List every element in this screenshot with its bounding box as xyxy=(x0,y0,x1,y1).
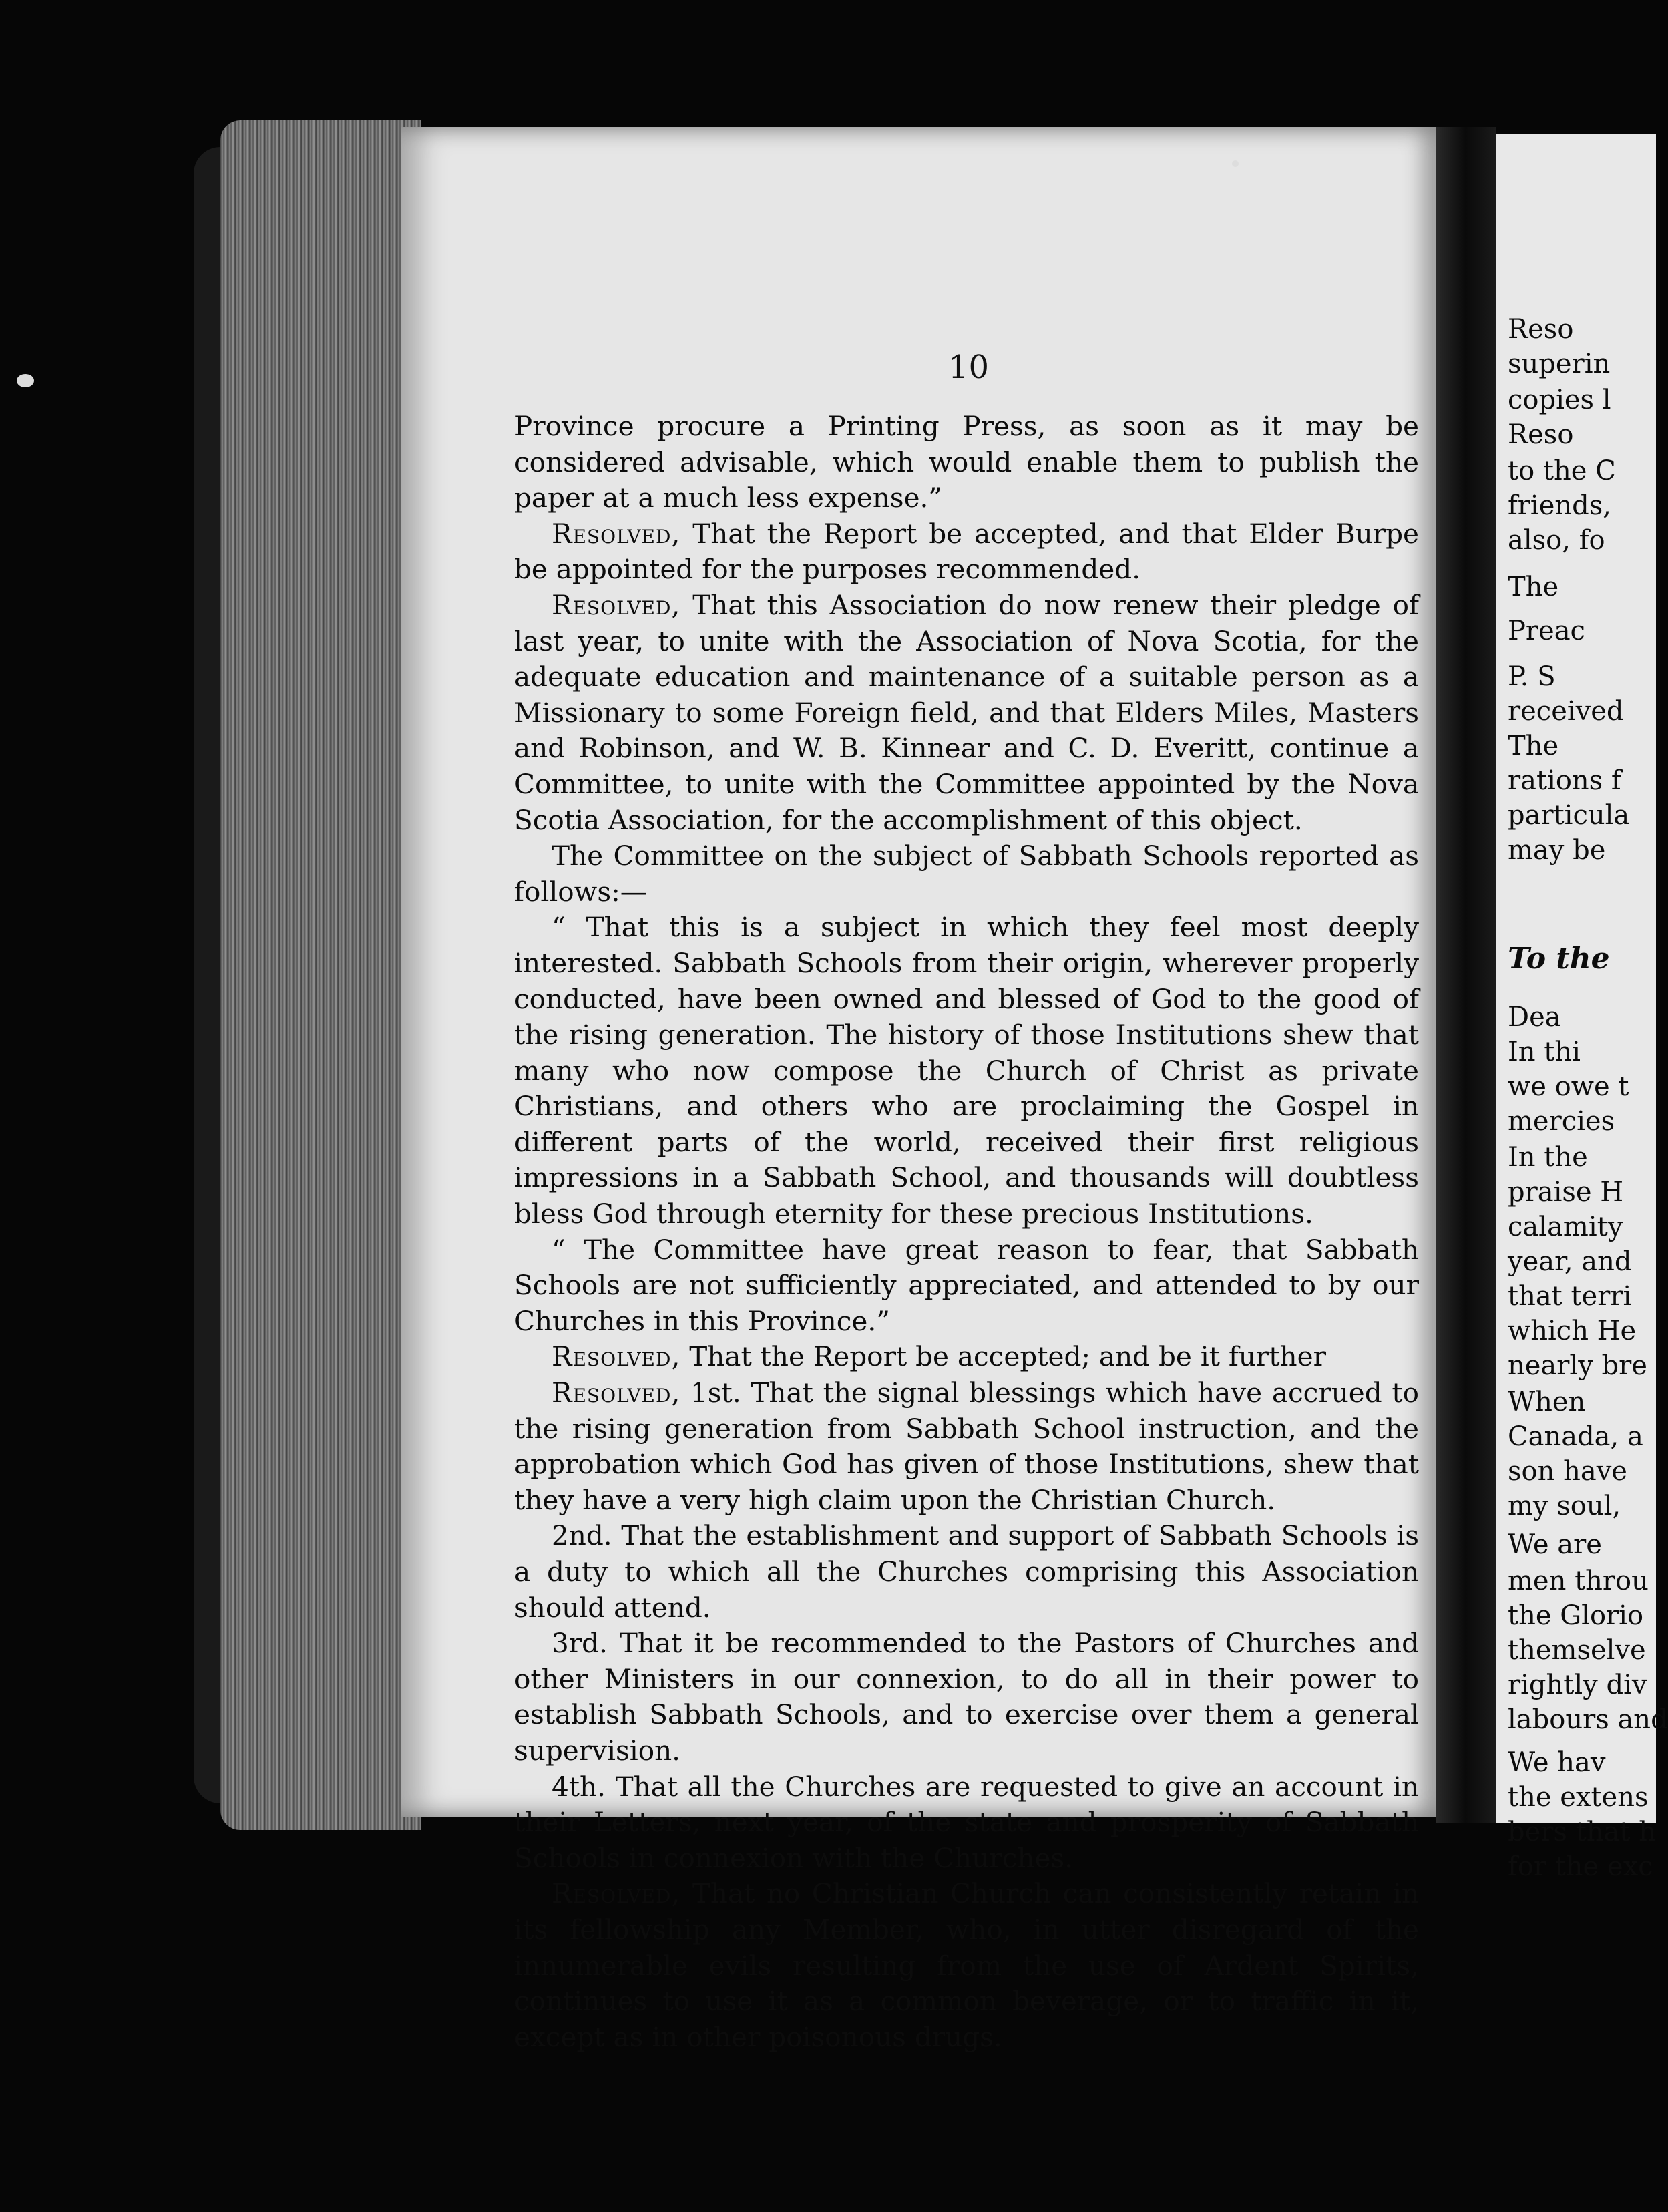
right-page-line: themselve xyxy=(1508,1635,1646,1666)
paragraph-text: That no Christian Church can consistently retain in its fellowship any Member, who, in utter disregard of the innumerable evils resulting from the use of Ardent Spirits, continues to use it as a common beverage, or to traffic in it, except as in other poisonous drugs. xyxy=(514,1877,1419,2053)
paragraph-text: 1st. That the signal blessings which have accrued to the rising generation from Sabbath School instruction, and the approbation which God has given of those Institutions, shew that they have a very high claim upon the Christian Church. xyxy=(514,1376,1419,1516)
right-page-line: friends, xyxy=(1508,490,1611,521)
right-page-line: Canada, a xyxy=(1508,1421,1643,1452)
right-page-line: superin xyxy=(1508,349,1611,379)
resolved-lead: Resolved, xyxy=(552,517,681,550)
right-page-line: Preac xyxy=(1508,616,1585,647)
right-page-line: calamity xyxy=(1508,1212,1623,1242)
right-page-line: received xyxy=(1508,696,1624,727)
right-page-line: for the exc xyxy=(1508,1851,1653,1882)
right-page-line: may be xyxy=(1508,835,1606,866)
right-page-line: P. S xyxy=(1508,661,1556,692)
right-page-line: rations f xyxy=(1508,765,1621,796)
paragraph xyxy=(514,1375,1419,1518)
right-page-line: we owe t xyxy=(1508,1071,1629,1102)
paragraph-text: 4th. That all the Churches are requested to give an account in their Letters, next year, of the state and prosperity of Sabbath Schools in connexion with the Churches. xyxy=(514,1770,1419,1874)
right-page-line: We hav xyxy=(1508,1747,1606,1778)
paragraph xyxy=(514,1232,1419,1340)
right-page-line: particula xyxy=(1508,800,1630,831)
right-page-line: labours and xyxy=(1508,1704,1668,1735)
right-page xyxy=(1496,134,1668,1882)
right-page-line: which He xyxy=(1508,1316,1637,1346)
paragraph xyxy=(514,1876,1419,2055)
paragraph xyxy=(514,1339,1419,1375)
right-page-line: year, and xyxy=(1508,1246,1632,1277)
paragraph xyxy=(514,1769,1419,1877)
resolved-lead: Resolved, xyxy=(552,1376,681,1409)
right-page-line: to the C xyxy=(1508,455,1616,486)
paragraph-text: That the Report be accepted, and that Elder Burpe be appointed for the purposes recommended. xyxy=(514,517,1419,586)
page-number: 10 xyxy=(948,349,990,386)
right-page-line: The xyxy=(1508,572,1559,602)
paragraph-text: 3rd. That it be recommended to the Pastors of Churches and other Ministers in our connexion, to do all in their power to establish Sabbath Schools, and to exercise over them a general supervision. xyxy=(514,1627,1419,1767)
paragraph-text: “ The Committee have great reason to fear, that Sabbath Schools are not sufficiently appreciated, and attended to by our Churches in this Province.” xyxy=(514,1233,1419,1337)
right-page-line: rightly div xyxy=(1508,1670,1647,1700)
right-page-line: nearly bre xyxy=(1508,1350,1647,1381)
paragraph-text: “ That this is a subject in which they feel most deeply interested. Sabbath Schools from their origin, wherever properly conducted, have been owned and blessed of God to the good of the rising generation. The history of those Institutions shew that many who now compose the Church of Christ as private Christians, and others who are proclaiming the Gospel in different parts of the world, received their first religious impressions in a Sabbath School, and thousands will doubtless bless God through eternity for these precious Institutions. xyxy=(514,911,1419,1230)
right-page-line: that terri xyxy=(1508,1281,1632,1312)
paragraph xyxy=(514,409,1419,516)
paragraph xyxy=(514,1626,1419,1769)
right-page-line: the Glorio xyxy=(1508,1600,1644,1631)
right-page-line: my soul, xyxy=(1508,1491,1621,1521)
page-body-text xyxy=(514,409,1419,2055)
right-page-line: Reso xyxy=(1508,419,1574,450)
right-page-line: the extens xyxy=(1508,1782,1649,1813)
paragraph xyxy=(514,910,1419,1232)
right-page-line: praise H xyxy=(1508,1177,1624,1208)
page-speck xyxy=(1232,160,1239,167)
paragraph xyxy=(514,516,1419,588)
right-page-line: son have xyxy=(1508,1456,1627,1487)
paragraph-text: Province procure a Printing Press, as soon as it may be considered advisable, which would enable them to publish the paper at a much less expense.” xyxy=(514,410,1419,514)
right-page-line: men throu xyxy=(1508,1565,1649,1596)
paragraph-text: The Committee on the subject of Sabbath Schools reported as follows:— xyxy=(514,840,1419,908)
resolved-lead: Resolved, xyxy=(552,588,681,621)
paragraph-text: That the Report be accepted; and be it further xyxy=(680,1340,1326,1373)
paragraph xyxy=(514,588,1419,838)
right-page-line: In thi xyxy=(1508,1037,1581,1067)
book-gutter xyxy=(1436,127,1496,1823)
book-page-edges xyxy=(220,120,421,1830)
right-page-line: copies l xyxy=(1508,385,1611,415)
paragraph xyxy=(514,1518,1419,1626)
paragraph-text: That this Association do now renew their pledge of last year, to unite with the Association of Nova Scotia, for the adequate education and maintenance of a suitable person as a Missionary to some Foreign field, and that Elders Miles, Masters and Robinson, and W. B. Kinnear and C. D. Everitt, continue a Committee, to unite with the Committee appointed by the Nova Scotia Association, for the accomplishment of this object. xyxy=(514,588,1419,836)
right-page-line: When xyxy=(1508,1387,1586,1417)
right-page-line: Reso xyxy=(1508,314,1574,345)
paragraph xyxy=(514,838,1419,910)
right-page-line: bers that h xyxy=(1508,1817,1656,1847)
right-page-line: In the xyxy=(1508,1142,1588,1173)
right-page-line: also, fo xyxy=(1508,525,1605,556)
resolved-lead: Resolved, xyxy=(552,1340,681,1373)
right-page-line: The xyxy=(1508,731,1559,761)
right-page-line: mercies xyxy=(1508,1106,1615,1137)
resolved-lead: Resolved, xyxy=(552,1877,681,1910)
right-page-heading: To the xyxy=(1508,942,1610,976)
film-speck xyxy=(17,374,34,387)
right-page-line: We are xyxy=(1508,1529,1602,1560)
paragraph-text: 2nd. That the establishment and support of Sabbath Schools is a duty to which all the Churches comprising this Association should attend. xyxy=(514,1519,1419,1624)
right-page-line: Dea xyxy=(1508,1002,1561,1033)
